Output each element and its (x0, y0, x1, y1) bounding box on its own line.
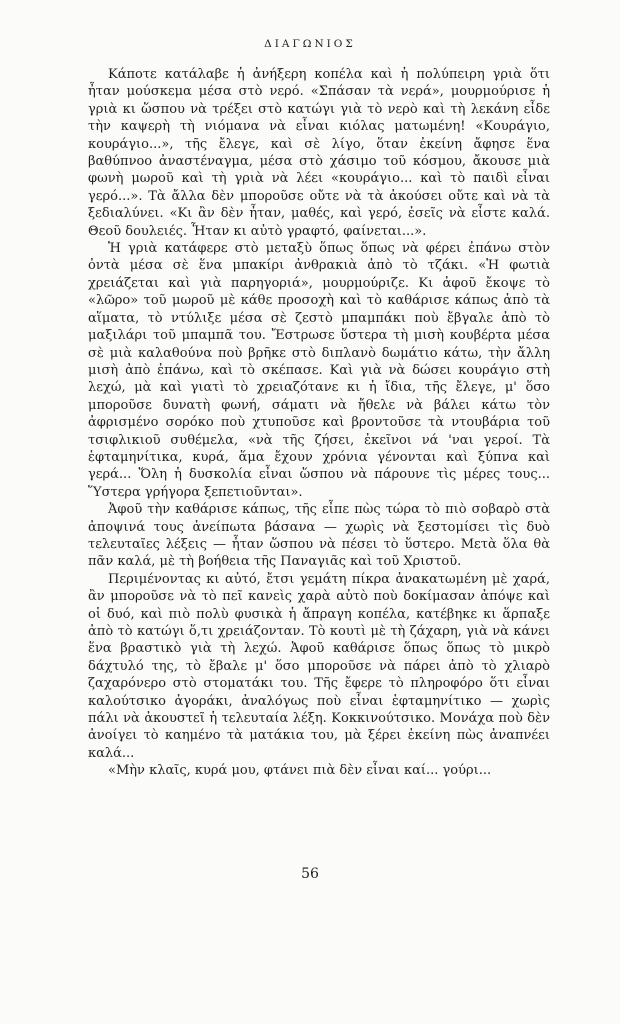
paragraph: Ἀφοῦ τὴν καθάρισε κάπως, τῆς εἶπε πὼς τώρα τὸ πιὸ σοβαρὸ στὰ ἀποψινά τους ἀνείπωτα βάσανα — χωρὶς νὰ ξεστομίσει τὶς δυὸ τελευταῖες λέξεις — ἦταν ὥσπου νὰ πέσει τὸ ὕστερο. Μετὰ ὅλα θὰ πᾶν καλά, μὲ τὴ βοήθεια τῆς Παναγιᾶς καὶ τοῦ Χριστοῦ. (88, 502, 550, 570)
page-number: 56 (301, 866, 319, 882)
running-head: ΔΙΑΓΩΝΙΟΣ (264, 38, 356, 50)
paragraph: «Μὴν κλαῖς, κυρά μου, φτάνει πιὰ δὲν εἶναι καί... γούρι... (108, 763, 492, 779)
paragraph: Κάποτε κατάλαβε ἡ ἀνήξερη κοπέλα καὶ ἡ πολύπειρη γριὰ ὅτι ἦταν μούσκεμα μέσα στὸ νερό. «Σπάσαν τὰ νερά», μουρμούρισε ἡ γριὰ κι ὥσπου νὰ τρέξει στὸ κατώγι γιὰ τὸ νερὸ καὶ τὴ λεκάνη εἶδε τὴν καψερὴ τὴ νιόμανα νὰ εἶναι κιόλας ματωμένη! «Κουράγιο, κουράγιο...», τῆς ἔλεγε, καὶ σὲ λίγο, ὅταν ἐκείνη ἄφησε ἕνα βαθύπνοο ἀναστέναγμα, μέσα στὸ χάσιμο τοῦ κόσμου, ἄκουσε μιὰ φωνὴ μωροῦ καὶ τὴ γριὰ νὰ λέει «κουράγιο... καὶ τὸ παιδὶ εἶναι γερό...». Τὰ ἄλλα δὲν μποροῦσε οὔτε νὰ τὰ ἀκούσει οὔτε καὶ νὰ τὰ ξεδιαλύνει. «Κι ἂν δὲν ἦταν, μαθές, καὶ γερό, ἐσεῖς νὰ εἶστε καλά. Θεοῦ δουλειές. Ἦταν κι αὐτὸ γραφτό, φαίνεται...». (88, 67, 550, 239)
paragraph: Ἡ γριὰ κατάφερε στὸ μεταξὺ ὅπως ὅπως νὰ φέρει ἐπάνω στὸν ὀντὰ μέσα σὲ ἕνα μπακίρι ἀνθρακιὰ ἀπὸ τὸ τζάκι. «Ἡ φωτιὰ χρειάζεται καὶ γιὰ παρηγοριά», μουρμούριζε. Κι ἀφοῦ ἔκοψε τὸ «λῶρο» τοῦ μωροῦ μὲ κάθε προσοχὴ καὶ τὸ καθάρισε κάπως ἀπὸ τὰ αἵματα, τὸ ντύλιξε μέσα σὲ ζεστὸ μπαμπάκι ποὺ ἔβγαλε ἀπὸ τὸ μαξιλάρι τοῦ μπαμπᾶ του. Ἔστρωσε ὕστερα τὴ μισὴ κουβέρτα μέσα σὲ μιὰ καλαθούνα ποὺ βρῆκε στὸ διπλανὸ δωμάτιο κάτω, τὴν ἄλλη μισὴ ἀπὸ ἐπάνω, καὶ τὸ σκέπασε. Καὶ γιὰ νὰ δώσει κουράγιο στὴ λεχώ, μὰ καὶ γιατὶ τὸ χρειαζότανε κι ἡ ἴδια, τῆς ἔλεγε, μ' ὅσο μποροῦσε δυνατὴ φωνή, σάματι νὰ ἤθελε νὰ βάλει κάτω τὸν ἀφρισμένο σορόκο ποὺ χτυποῦσε καὶ βροντοῦσε τὰ ντουβάρια τοῦ τσιφλικιοῦ συθέμελα, «νὰ τῆς ζήσει, ἐκεῖνοι νά 'ναι γεροί. Τὰ ἑφταμηνίτικα, κυρά, ἅμα ἔχουν χρόνια γένονται καὶ ξύπνα καὶ γερά... Ὅλη ἡ δυσκολία εἶναι ὥσπου νὰ πάρουνε τὶς μέρες τους... Ὕστερα γρήγορα ξεπετιοῦνται». (88, 241, 550, 500)
paragraph: Περιμένοντας κι αὐτό, ἔτσι γεμάτη πίκρα ἀνακατωμένη μὲ χαρά, ἂν μποροῦσε νὰ τὸ πεῖ κανεὶς χαρὰ αὐτὸ ποὺ δοκίμασαν ἀπόψε καὶ οἱ δυό, καὶ πιὸ πολὺ φυσικὰ ἡ ἄπραγη κοπέλα, κατέβηκε κι ἅρπαξε ἀπὸ τὸ κατώγι ὅ,τι χρειάζονταν. Τὸ κουτὶ μὲ τὴ ζάχαρη, γιὰ νὰ κάνει ἕνα βραστικὸ γιὰ τὴ λεχώ. Ἀφοῦ καθάρισε ὅπως ὅπως τὸ μικρὸ δάχτυλό της, τὸ ἔβαλε μ' ὅσο μποροῦσε νὰ πάρει ἀπὸ τὸ χλιαρὸ ζαχαρόνερο στὸ στοματάκι του. Τῆς ἔφερε τὸ πληροφόρο ὅτι εἶναι καλούτσικο ἀγοράκι, ἀναλόγως ποὺ εἶναι ἑφταμηνίτικο — χωρὶς πάλι νὰ ἀκουστεῖ ἡ τελευταία λέξη. Κοκκινούτσικο. Μονάχα ποὺ δὲν ἀνοίγει τὸ καημένο τὰ ματάκια του, μὰ ξέρει ἐκείνη πὼς ἀναπνέει καλά... (88, 571, 550, 761)
body-text (88, 66, 550, 780)
